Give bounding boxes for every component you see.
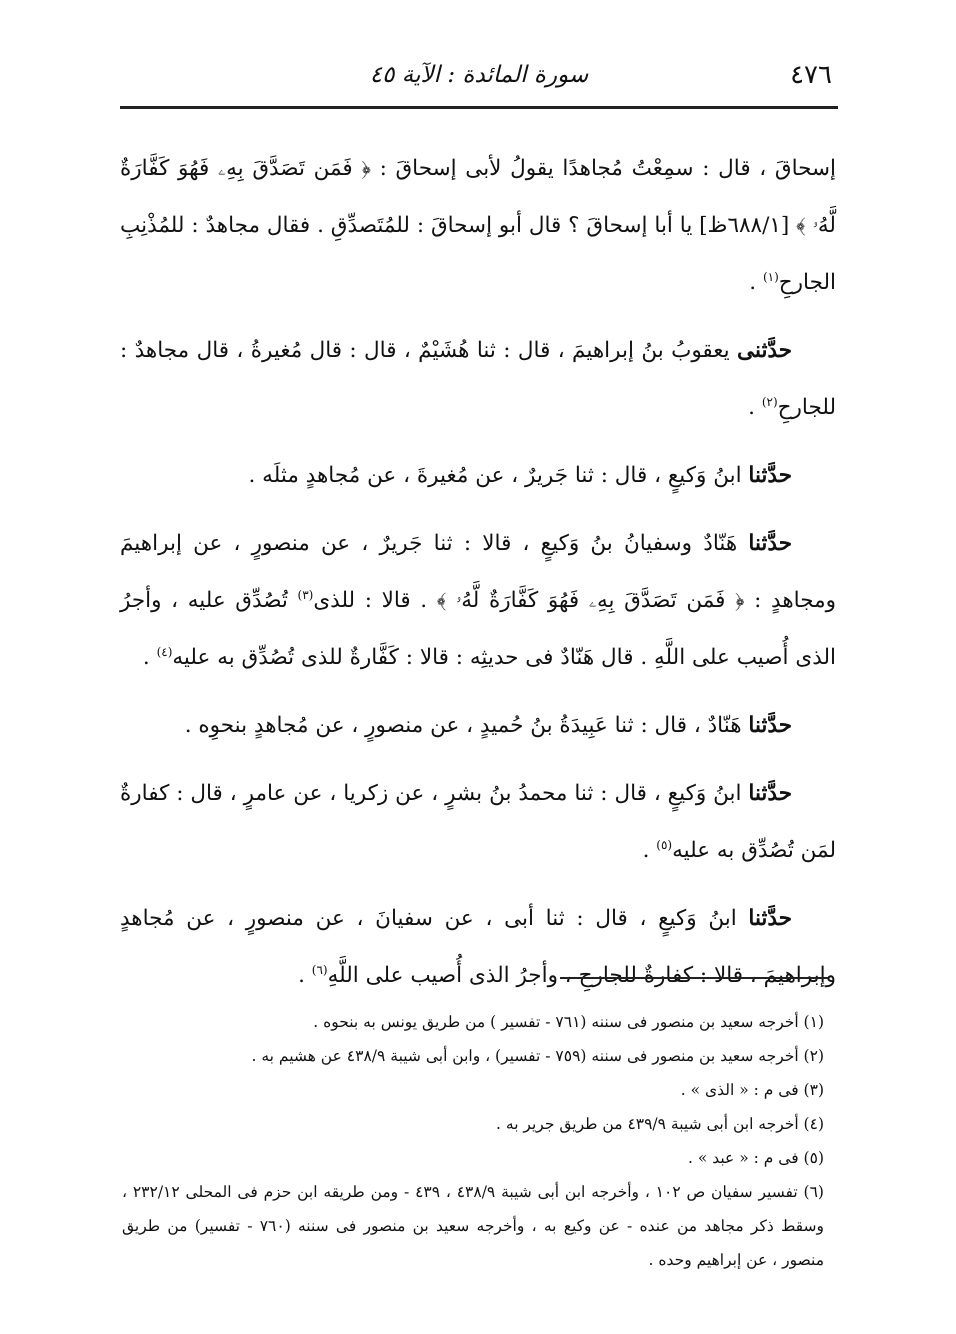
- paragraph-1: [120, 140, 836, 311]
- paragraph-4: [120, 515, 836, 686]
- page-header: [120, 58, 838, 109]
- paragraph-tail: .: [298, 963, 312, 988]
- footnote-ref: (٣): [297, 587, 314, 602]
- paragraph-tail: .: [142, 645, 157, 670]
- page-number: ٤٧٦: [790, 60, 832, 90]
- footnote-ref: (٤): [156, 644, 173, 659]
- narration-lead: حدَّثنا: [748, 713, 792, 738]
- paragraph-2: [120, 322, 836, 436]
- footnote-ref: (٢): [761, 394, 778, 409]
- footnote: (٤) أخرجه ابن أبى شيبة ٤٣٩/٩ من طريق جرير به .: [496, 1115, 824, 1133]
- paragraph-text: يعقوبُ بنُ إبراهيمَ ، قال : ثنا هُشَيْمٌ ، قال : قال مُغيرةُ ، قال مجاهدٌ : للجارحِ: [120, 338, 836, 420]
- main-text: [120, 140, 836, 1015]
- paragraph-tail: .: [748, 395, 762, 420]
- narration-lead: حدَّثنا: [748, 531, 792, 556]
- paragraph-6: [120, 765, 836, 879]
- paragraph-text: ابنُ وَكيعٍ ، قال : ثنا جَريرٌ ، عن مُغيرةَ ، عن مُجاهدٍ مثلَه .: [248, 463, 749, 488]
- footnote-ref: (١): [762, 269, 779, 284]
- narration-lead: حدَّثنا: [748, 906, 792, 931]
- footnote: (١) أخرجه سعيد بن منصور فى سننه (٧٦١ - تفسير ) من طريق يونس به بنحوه .: [313, 1013, 824, 1031]
- paragraph-text: ابنُ وَكيعٍ ، قال : ثنا محمدُ بنُ بشرٍ ، عن زكريا ، عن عامرٍ ، قال : كفارةٌ لمَن تُصُدِّق به عليه: [120, 781, 836, 863]
- narration-lead: حدَّثنا: [748, 463, 792, 488]
- paragraph-5: [120, 697, 836, 754]
- paragraph-text: ابنُ وَكيعٍ ، قال : ثنا أبى ، عن سفيانَ ، عن منصورٍ ، عن مُجاهدٍ وإبراهيمَ ، قالا : كفارةٌ للجارحِ ، وأجرُ الذى أُصيب على اللَّهِ: [120, 906, 836, 988]
- paragraph-text: هَنّادٌ وسفيانُ بنُ وَكيعٍ ، قالا : ثنا جَريرٌ ، عن منصورٍ ، عن إبراهيمَ ومجاهدٍ : ﴿ فَمَن تَصَدَّقَ بِهِۦ فَهُوَ كَفَّارَةٌ لَّهُۥ ﴾ . قالا : للذى: [120, 531, 837, 613]
- narration-lead: حدَّثنى: [737, 338, 792, 363]
- footnote: (٢) أخرجه سعيد بن منصور فى سننه (٧٥٩ - تفسير) ، وابن أبى شيبة ٤٣٨/٩ عن هشيم به .: [251, 1047, 824, 1065]
- paragraph-tail: .: [749, 270, 763, 295]
- footnote: (٥) فى م : « عبد » .: [687, 1149, 824, 1167]
- running-title: سورة المائدة : الآية ٤٥: [369, 62, 589, 88]
- paragraph-tail: تُصُدِّق عليه ، وأجرُ الذى أُصيب على اللَّهِ . قال هَنّادٌ فى حديثِه : قالا : كَفَّارةٌ للذى تُصُدِّق به عليه: [120, 588, 836, 670]
- footnote: (٦) تفسير سفيان ص ١٠٢ ، وأخرجه ابن أبى شيبة ٤٣٨/٩ ، ٤٣٩ - ومن طريقه ابن حزم فى المحلى ٢٣٢/١٢ ، وسقط ذكر مجاهد من عنده - عن وكيع به ، وأخرجه سعيد بن منصور فى سننه (٧٦٠ - تفسير) من طريق منصور ، عن إبراهيم وحده .: [122, 1183, 824, 1269]
- paragraph-text: إسحاقَ ، قال : سمِعْتُ مُجاهدًا يقولُ لأبى إسحاقَ : ﴿ فَمَن تَصَدَّقَ بِهِۦ فَهُوَ كَفَّارَةٌ لَّهُۥ ﴾ [٦٨٨/١ظ] يا أبا إسحاقَ ؟ قال أبو إسحاقَ : للمُتَصدِّقِ . فقال مجاهدٌ : للمُذْنِبِ الجارحِ: [120, 156, 836, 295]
- paragraph-text: هَنّادٌ ، قال : ثنا عَبِيدَةُ بنُ حُميدٍ ، عن منصورٍ ، عن مُجاهدٍ بنحوِه .: [184, 713, 749, 738]
- footnotes: [122, 1005, 824, 1277]
- footnote-ref: (٥): [656, 837, 673, 852]
- footnote-ref: (٦): [311, 962, 328, 977]
- footnote: (٣) فى م : « الذى » .: [680, 1081, 824, 1099]
- paragraph-7: [120, 890, 836, 1004]
- paragraph-tail: .: [642, 838, 657, 863]
- footnote-separator: [560, 977, 828, 979]
- narration-lead: حدَّثنا: [748, 781, 792, 806]
- paragraph-3: [120, 447, 836, 504]
